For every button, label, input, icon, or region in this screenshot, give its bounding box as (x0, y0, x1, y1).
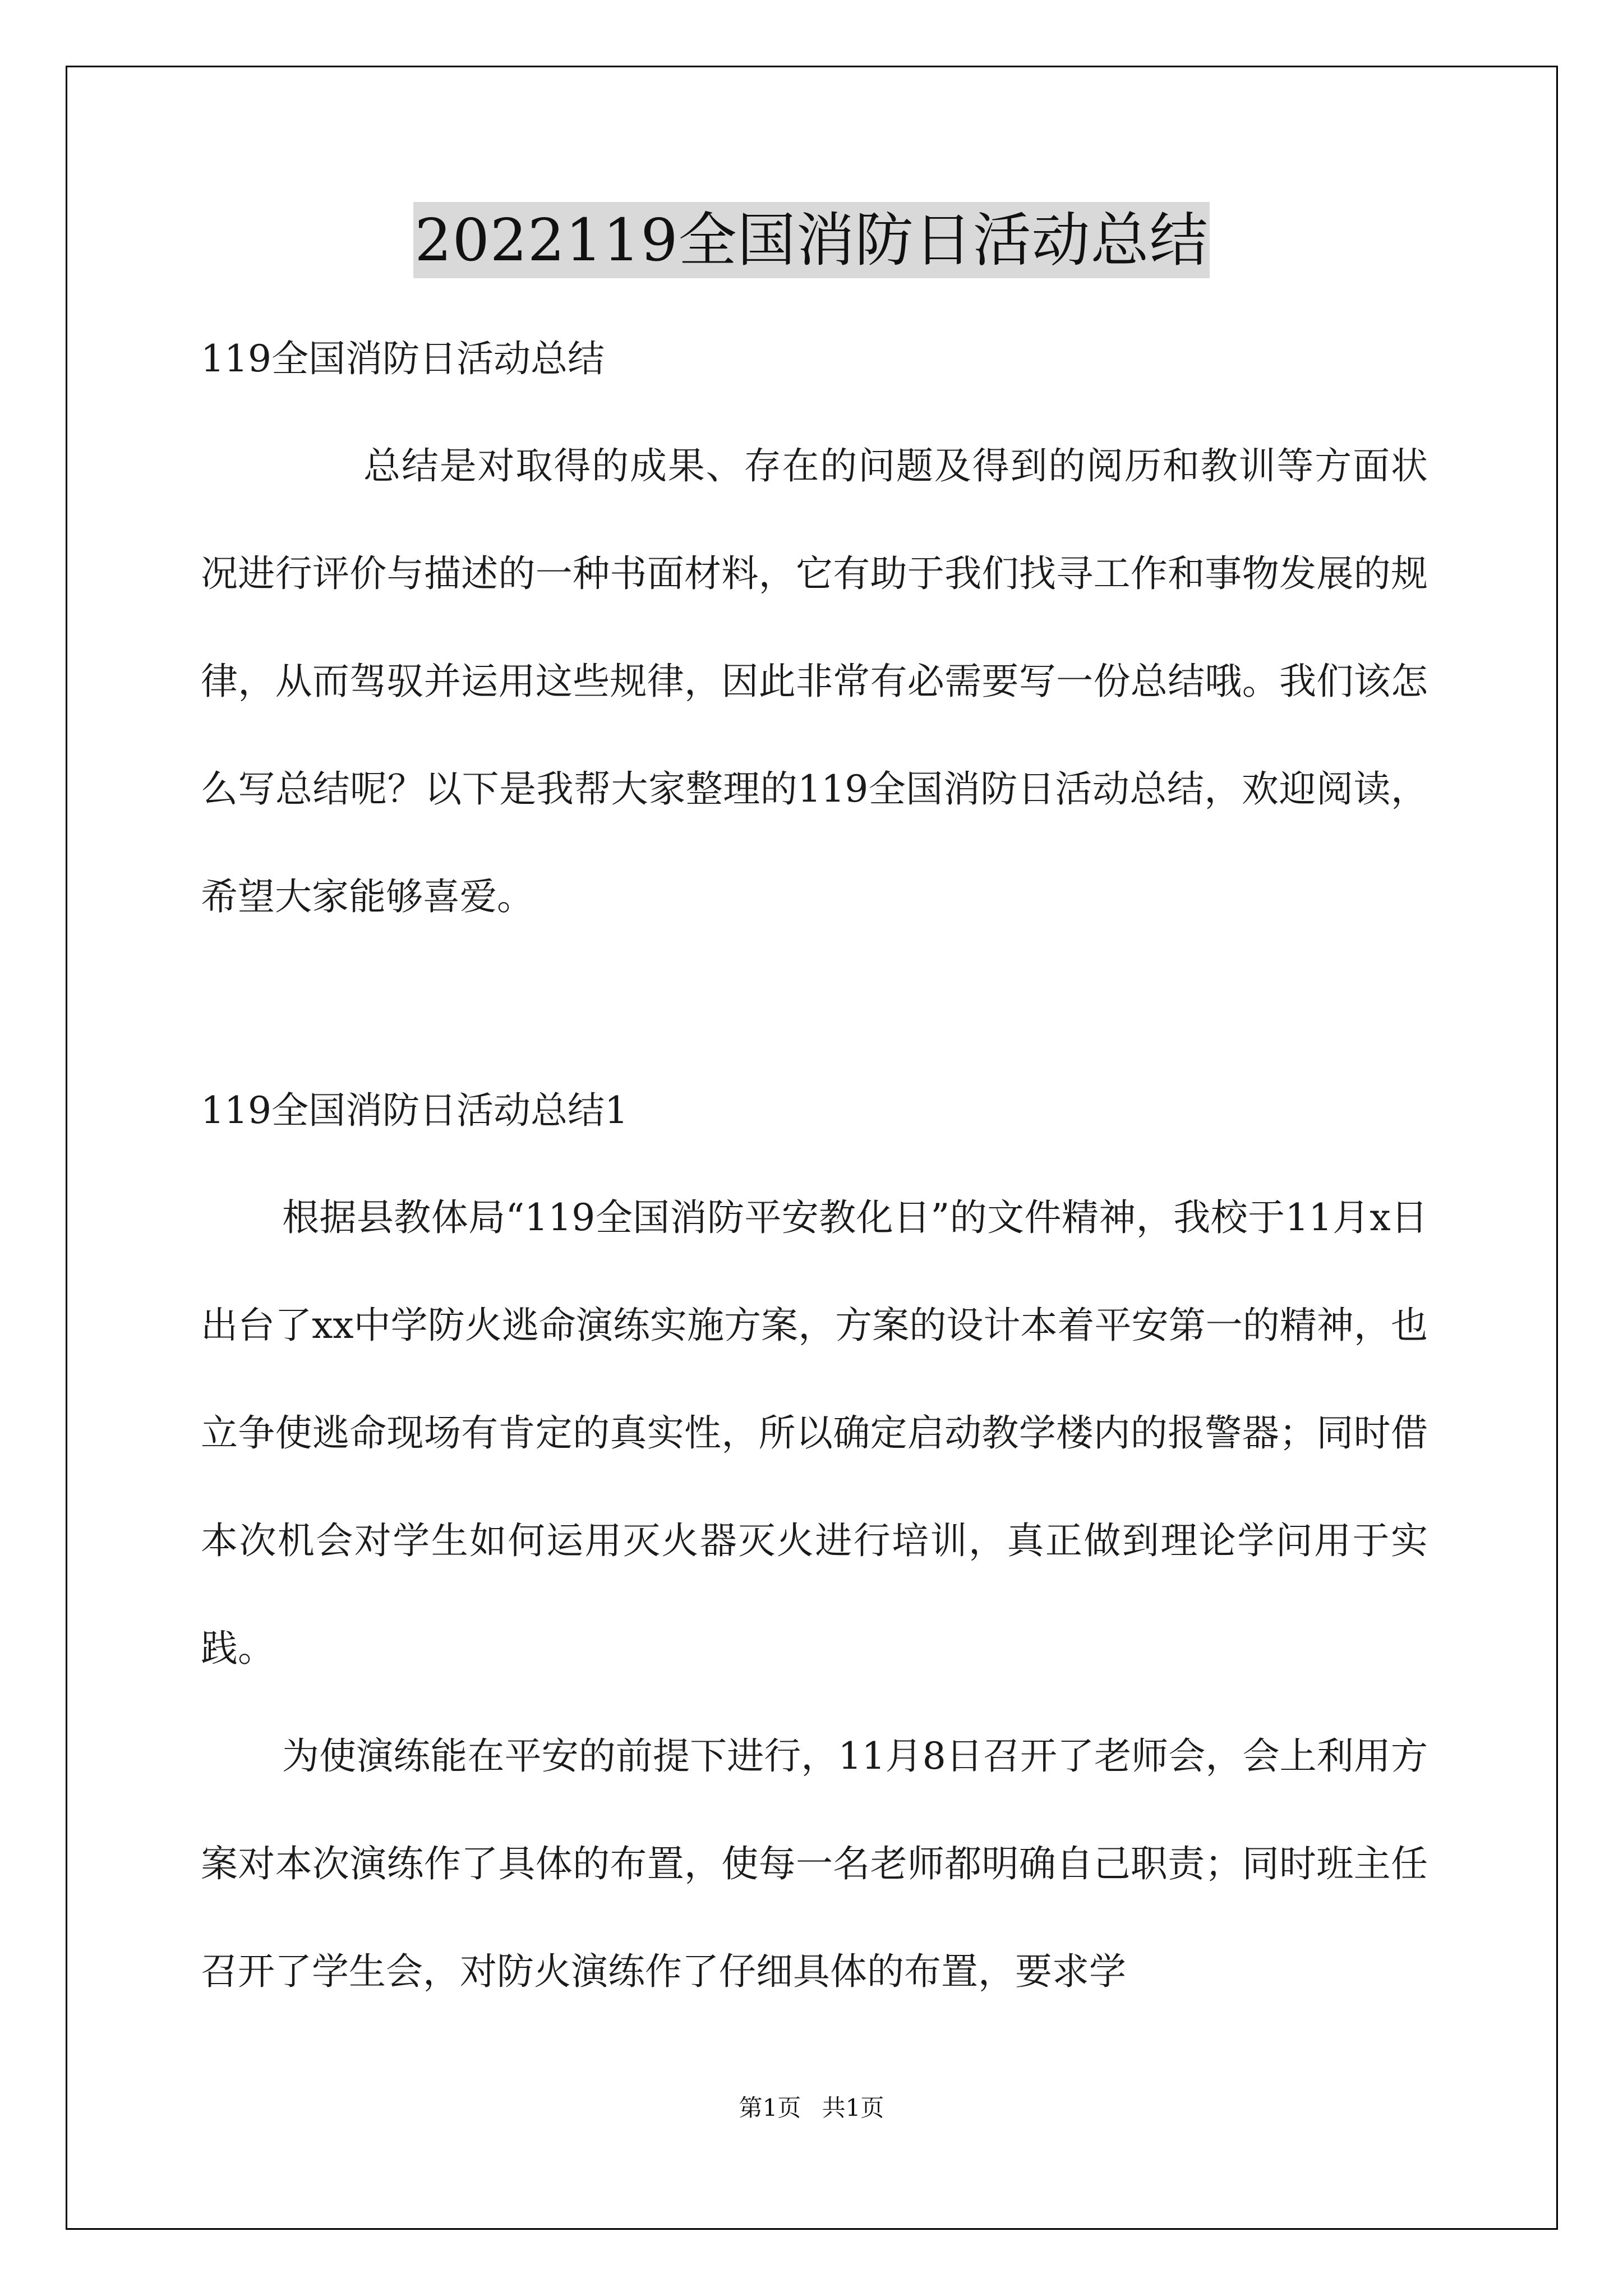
document-subtitle: 119全国消防日活动总结 (201, 337, 605, 380)
title-container (0, 202, 1623, 278)
document-title: 2022119全国消防日活动总结 (413, 202, 1209, 278)
body-paragraph: 根据县教体局“119全国消防平安教化日”的文件精神，我校于11月x日出台了xx中学防火逃命演练实施方案，方案的设计本着平安第一的精神，也立争使逃命现场有肯定的真实性，所以确定启动教学楼内的报警器；同时借本次机会对学生如何运用灭火器灭火进行培训，真正做到理论学问用于实践。 (201, 1196, 1428, 1670)
page-footer (0, 2091, 1623, 2125)
section-heading: 119全国消防日活动总结1 (201, 1089, 628, 1132)
intro-paragraph: 总结是对取得的成果、存在的问题及得到的阅历和教训等方面状况进行评价与描述的一种书面材料，它有助于我们找寻工作和事物发展的规律，从而驾驭并运用这些规律，因此非常有必需要写一份总结哦。我们该怎么写总结呢？以下是我帮大家整理的119全国消防日活动总结，欢迎阅读，希望大家能够喜爱。 (201, 444, 1428, 918)
page-number-current: 第1页 (739, 2094, 801, 2122)
page-number-total: 共1页 (822, 2094, 884, 2122)
section-spacer (201, 951, 1428, 1057)
body-paragraph: 为使演练能在平安的前提下进行，11月8日召开了老师会，会上利用方案对本次演练作了具体的布置，使每一名老师都明确自己职责；同时班主任召开了学生会，对防火演练作了仔细具体的布置，要求学 (201, 1734, 1428, 1993)
document-body (201, 306, 1428, 2026)
